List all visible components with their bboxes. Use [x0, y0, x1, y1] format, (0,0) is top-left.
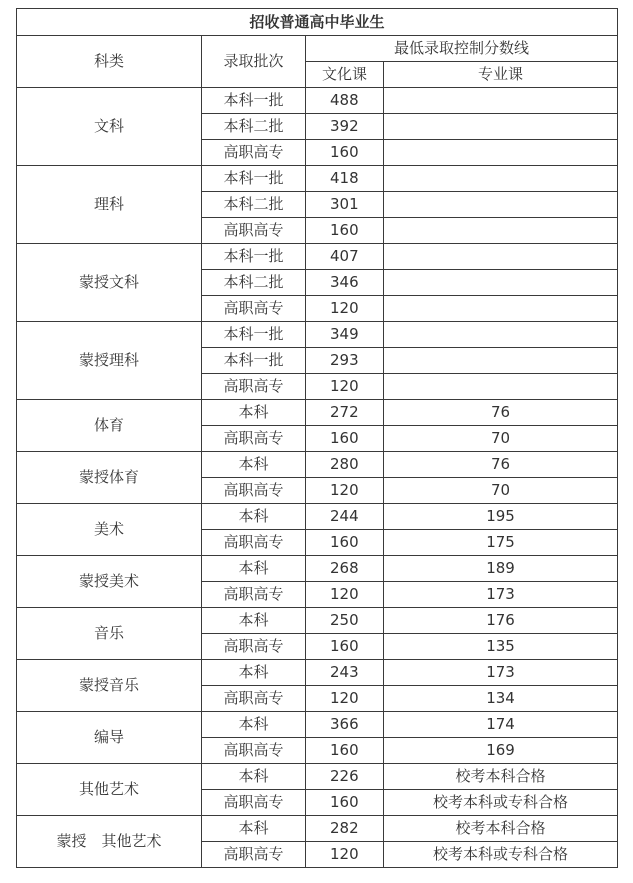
culture-score-cell: 250: [306, 608, 384, 634]
batch-cell: 高职高专: [202, 790, 306, 816]
culture-score-cell: 346: [306, 270, 384, 296]
culture-score-cell: 243: [306, 660, 384, 686]
culture-score-cell: 160: [306, 738, 384, 764]
culture-score-cell: 160: [306, 530, 384, 556]
major-score-cell: 70: [384, 478, 618, 504]
culture-score-cell: 120: [306, 842, 384, 868]
category-cell: 蒙授文科: [17, 244, 202, 322]
batch-cell: 本科: [202, 764, 306, 790]
batch-cell: 本科: [202, 660, 306, 686]
admission-score-table: [16, 8, 618, 868]
major-score-cell: 176: [384, 608, 618, 634]
batch-cell: 高职高专: [202, 296, 306, 322]
table-row: [17, 556, 618, 582]
header-culture: 文化课: [306, 62, 384, 88]
category-cell: 其他艺术: [17, 764, 202, 816]
batch-cell: 本科二批: [202, 270, 306, 296]
header-min-score: 最低录取控制分数线: [306, 36, 618, 62]
major-score-cell: [384, 166, 618, 192]
major-score-cell: 195: [384, 504, 618, 530]
title-row: [17, 9, 618, 36]
batch-cell: 本科一批: [202, 244, 306, 270]
culture-score-cell: 418: [306, 166, 384, 192]
batch-cell: 本科: [202, 608, 306, 634]
category-cell: 蒙授理科: [17, 322, 202, 400]
culture-score-cell: 268: [306, 556, 384, 582]
major-score-cell: [384, 218, 618, 244]
batch-cell: 本科二批: [202, 114, 306, 140]
major-score-cell: 校考本科合格: [384, 764, 618, 790]
culture-score-cell: 244: [306, 504, 384, 530]
batch-cell: 高职高专: [202, 738, 306, 764]
major-score-cell: [384, 140, 618, 166]
major-score-cell: 173: [384, 660, 618, 686]
category-cell: 编导: [17, 712, 202, 764]
header-major: 专业课: [384, 62, 618, 88]
batch-cell: 高职高专: [202, 530, 306, 556]
table-row: [17, 166, 618, 192]
major-score-cell: [384, 270, 618, 296]
major-score-cell: [384, 322, 618, 348]
culture-score-cell: 349: [306, 322, 384, 348]
table-row: [17, 608, 618, 634]
header-category: 科类: [17, 36, 202, 88]
table-row: [17, 88, 618, 114]
major-score-cell: [384, 348, 618, 374]
table-row: [17, 322, 618, 348]
culture-score-cell: 488: [306, 88, 384, 114]
culture-score-cell: 160: [306, 426, 384, 452]
major-score-cell: 校考本科或专科合格: [384, 842, 618, 868]
batch-cell: 本科二批: [202, 192, 306, 218]
batch-cell: 本科: [202, 400, 306, 426]
category-cell: 音乐: [17, 608, 202, 660]
batch-cell: 本科一批: [202, 166, 306, 192]
category-cell: 蒙授美术: [17, 556, 202, 608]
culture-score-cell: 120: [306, 374, 384, 400]
category-cell: 蒙授 其他艺术: [17, 816, 202, 868]
table-row: [17, 712, 618, 738]
table-row: [17, 816, 618, 842]
culture-score-cell: 160: [306, 140, 384, 166]
category-cell: 体育: [17, 400, 202, 452]
batch-cell: 本科: [202, 504, 306, 530]
batch-cell: 高职高专: [202, 374, 306, 400]
major-score-cell: 76: [384, 400, 618, 426]
major-score-cell: 134: [384, 686, 618, 712]
culture-score-cell: 366: [306, 712, 384, 738]
batch-cell: 高职高专: [202, 140, 306, 166]
culture-score-cell: 160: [306, 218, 384, 244]
header-row-1: [17, 36, 618, 62]
culture-score-cell: 272: [306, 400, 384, 426]
category-cell: 蒙授体育: [17, 452, 202, 504]
major-score-cell: 70: [384, 426, 618, 452]
major-score-cell: 189: [384, 556, 618, 582]
table-row: [17, 660, 618, 686]
major-score-cell: 173: [384, 582, 618, 608]
batch-cell: 高职高专: [202, 582, 306, 608]
major-score-cell: [384, 114, 618, 140]
culture-score-cell: 120: [306, 686, 384, 712]
major-score-cell: 175: [384, 530, 618, 556]
batch-cell: 本科: [202, 712, 306, 738]
major-score-cell: 174: [384, 712, 618, 738]
major-score-cell: 校考本科合格: [384, 816, 618, 842]
batch-cell: 本科: [202, 452, 306, 478]
culture-score-cell: 120: [306, 582, 384, 608]
batch-cell: 高职高专: [202, 426, 306, 452]
table-row: [17, 764, 618, 790]
category-cell: 文科: [17, 88, 202, 166]
table-body: [17, 88, 618, 868]
batch-cell: 本科一批: [202, 322, 306, 348]
culture-score-cell: 160: [306, 790, 384, 816]
major-score-cell: [384, 244, 618, 270]
culture-score-cell: 160: [306, 634, 384, 660]
culture-score-cell: 280: [306, 452, 384, 478]
batch-cell: 高职高专: [202, 218, 306, 244]
major-score-cell: 校考本科或专科合格: [384, 790, 618, 816]
category-cell: 美术: [17, 504, 202, 556]
major-score-cell: 169: [384, 738, 618, 764]
major-score-cell: [384, 192, 618, 218]
table-row: [17, 400, 618, 426]
batch-cell: 本科一批: [202, 88, 306, 114]
header-batch: 录取批次: [202, 36, 306, 88]
culture-score-cell: 120: [306, 478, 384, 504]
culture-score-cell: 293: [306, 348, 384, 374]
major-score-cell: [384, 374, 618, 400]
major-score-cell: [384, 88, 618, 114]
table-row: [17, 244, 618, 270]
batch-cell: 本科: [202, 816, 306, 842]
table-title: 招收普通高中毕业生: [17, 9, 618, 36]
batch-cell: 高职高专: [202, 842, 306, 868]
culture-score-cell: 226: [306, 764, 384, 790]
major-score-cell: [384, 296, 618, 322]
table-row: [17, 504, 618, 530]
culture-score-cell: 407: [306, 244, 384, 270]
table-row: [17, 452, 618, 478]
major-score-cell: 135: [384, 634, 618, 660]
batch-cell: 高职高专: [202, 478, 306, 504]
batch-cell: 高职高专: [202, 686, 306, 712]
culture-score-cell: 282: [306, 816, 384, 842]
major-score-cell: 76: [384, 452, 618, 478]
batch-cell: 高职高专: [202, 634, 306, 660]
culture-score-cell: 120: [306, 296, 384, 322]
culture-score-cell: 392: [306, 114, 384, 140]
admission-score-table-container: [16, 8, 618, 868]
category-cell: 理科: [17, 166, 202, 244]
culture-score-cell: 301: [306, 192, 384, 218]
batch-cell: 本科一批: [202, 348, 306, 374]
category-cell: 蒙授音乐: [17, 660, 202, 712]
batch-cell: 本科: [202, 556, 306, 582]
